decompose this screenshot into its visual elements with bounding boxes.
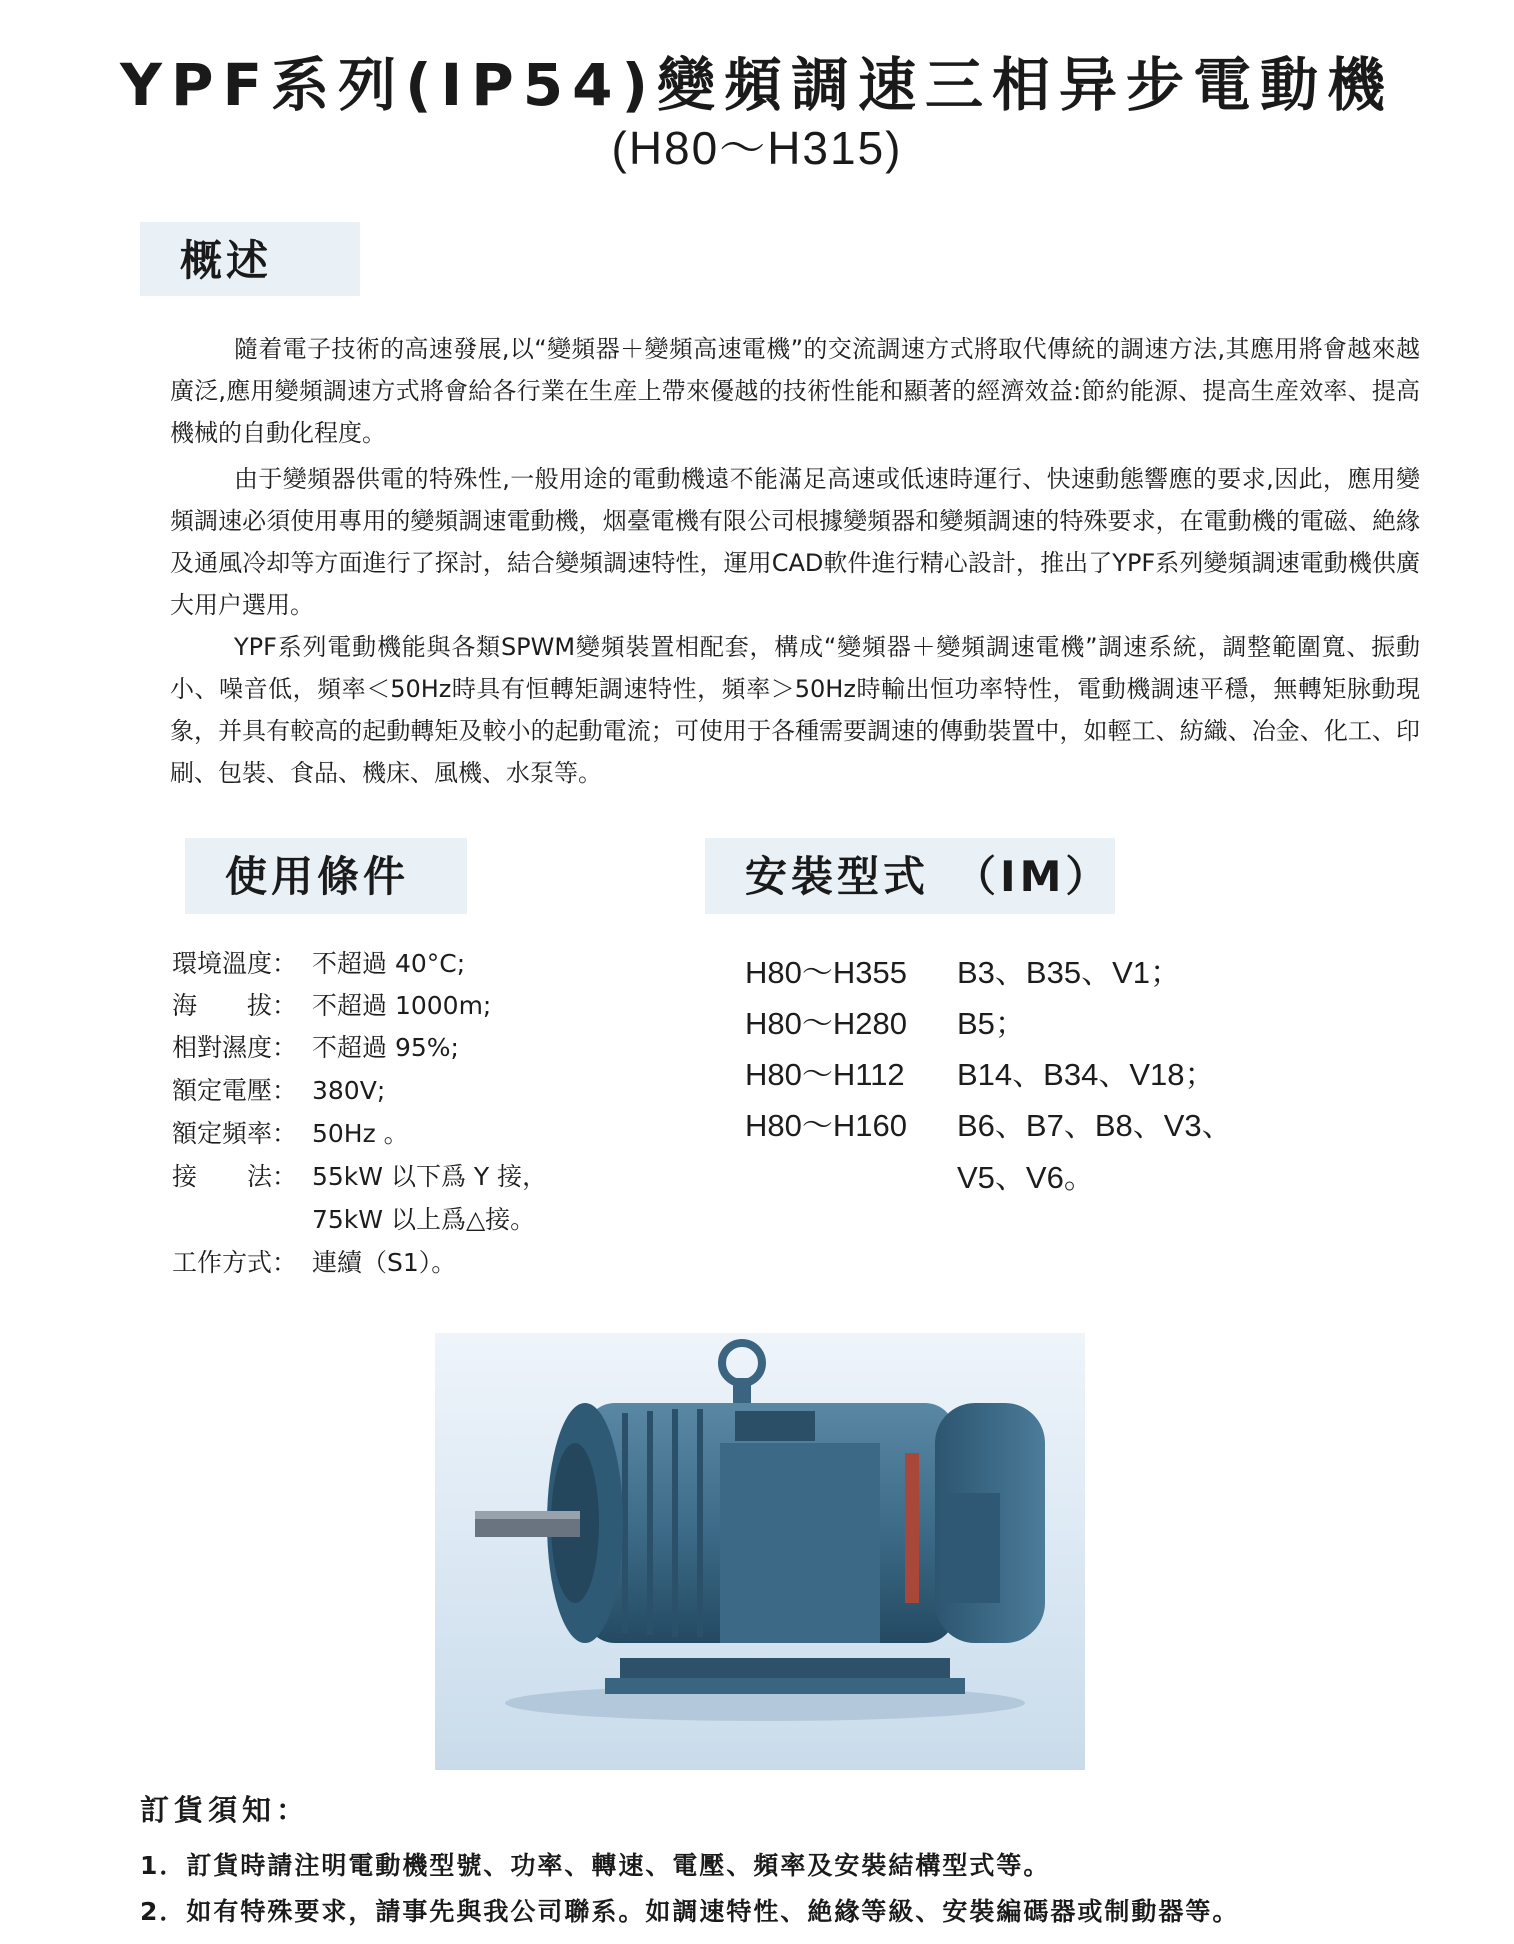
condition-value: 不超過 95%; (312, 1033, 459, 1062)
mounting-row (745, 947, 1181, 992)
mounting-row (745, 998, 1026, 1043)
mounting-types: B6、B7、B8、V3、 (957, 1108, 1233, 1143)
mounting-range: H80～H112 (745, 1057, 905, 1092)
condition-label: 工作方式： (172, 1248, 298, 1277)
condition-value: 連續（S1）。 (312, 1248, 457, 1277)
overview-paragraph-1: 隨着電子技術的高速發展,以“變頻器＋變頻高速電機”的交流調速方式將取代傳統的調速方法,其應用將會越來越廣泛,應用變頻調速方式將會給各行業在生産上帶來優越的技術性能和顯著的經濟效益:節約能源、提高生産效率、提高機械的自動化程度。 (170, 335, 1420, 447)
motor-illustration-icon (435, 1333, 1085, 1770)
mounting-range: H80～H160 (745, 1108, 907, 1143)
condition-value: 不超過 1000m; (312, 991, 492, 1020)
page-title: YPF系列(IP54)變頻調速三相异步電動機 (120, 51, 1394, 119)
condition-row (172, 1243, 456, 1279)
condition-row (172, 986, 491, 1022)
condition-label: 接 法： (172, 1162, 298, 1191)
condition-value: 380V; (312, 1076, 386, 1105)
mounting-row (745, 1100, 1233, 1145)
condition-row (172, 1114, 409, 1150)
motor-photo (435, 1333, 1085, 1770)
mounting-row (745, 1049, 1215, 1094)
condition-value: 50Hz 。 (312, 1119, 409, 1148)
condition-label: 海 拔： (172, 991, 298, 1020)
condition-label: 相對濕度： (172, 1033, 298, 1062)
condition-label: 額定頻率： (172, 1119, 298, 1148)
mounting-heading: 安裝型式 （IM） (705, 838, 1115, 914)
mounting-types: B14、B34、V18； (957, 1057, 1216, 1092)
mounting-row (745, 1152, 1095, 1197)
condition-row (172, 1071, 385, 1107)
condition-value: 55kW 以下爲 Y 接， (312, 1162, 548, 1191)
conditions-heading: 使用條件 (185, 838, 467, 914)
condition-row (172, 944, 465, 980)
condition-value: 75kW 以上爲△接。 (312, 1205, 536, 1234)
condition-row (172, 1200, 535, 1236)
order-item: 1．訂貨時請注明電動機型號、功率、轉速、電壓、頻率及安裝結構型式等。 (140, 1851, 1051, 1880)
order-title: 訂貨須知： (140, 1793, 311, 1827)
order-item: 2．如有特殊要求，請事先與我公司聯系。如調速特性、絶緣等級、安裝編碼器或制動器等。 (140, 1897, 1240, 1926)
mounting-types: V5、V6。 (957, 1160, 1095, 1195)
condition-value: 不超過 40°C; (312, 949, 466, 978)
condition-row (172, 1028, 459, 1064)
overview-paragraph-2: 由于變頻器供電的特殊性,一般用途的電動機遠不能滿足高速或低速時運行、快速動態響應的要求,因此，應用變頻調速必須使用專用的變頻調速電動機，烟臺電機有限公司根據變頻器和變頻調速的特殊要求，在電動機的電磁、絶緣及通風冷却等方面進行了探討，結合變頻調速特性，運用CAD軟件進行精心設計，推出了YPF系列變頻調速電動機供廣大用户選用。 (170, 465, 1420, 619)
mounting-range: H80～H280 (745, 1006, 907, 1041)
page-subtitle: (H80～H315) (611, 122, 903, 174)
overview-heading: 概述 (140, 222, 360, 296)
mounting-types: B3、B35、V1； (957, 955, 1181, 990)
mounting-types: B5； (957, 1006, 1026, 1041)
condition-label: 環境溫度： (172, 949, 298, 978)
mounting-range: H80～H355 (745, 955, 907, 990)
condition-row (172, 1157, 547, 1193)
overview-paragraph-3: YPF系列電動機能與各類SPWM變頻裝置相配套，構成“變頻器＋變頻調速電機”調速系統，調整範圍寬、振動小、噪音低，頻率＜50Hz時具有恒轉矩調速特性，頻率＞50Hz時輸出恒功率特性，電動機調速平穩，無轉矩脉動現象，并具有較高的起動轉矩及較小的起動電流；可使用于各種需要調速的傳動裝置中，如輕工、紡織、冶金、化工、印刷、包裝、食品、機床、風機、水泵等。 (170, 633, 1420, 787)
condition-label: 額定電壓： (172, 1076, 298, 1105)
